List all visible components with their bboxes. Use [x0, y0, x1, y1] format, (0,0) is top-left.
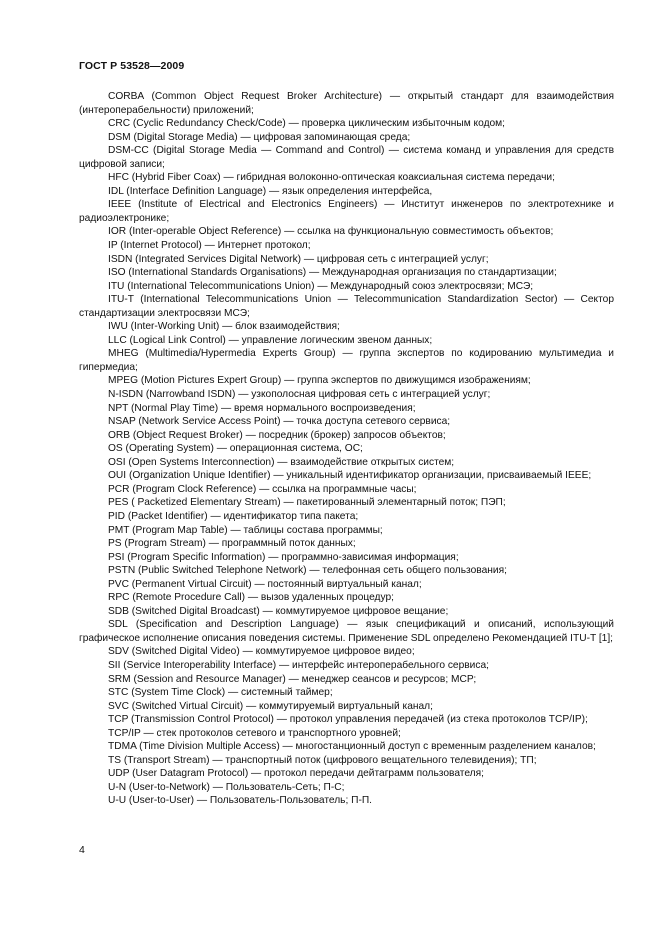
abbreviation-entry: IP (Internet Protocol) — Интернет протокол;: [108, 240, 311, 252]
abbreviation-entry: NPT (Normal Play Time) — время нормального воспроизведения;: [108, 402, 416, 414]
abbreviation-entry: LLC (Logical Link Control) — управление логическим звеном данных;: [108, 334, 433, 346]
abbreviation-entry: PID (Packet Identifier) — идентификатор типа пакета;: [108, 510, 359, 522]
abbreviation-entry: SDV (Switched Digital Video) — коммутируемое цифровое видео;: [108, 646, 415, 658]
abbreviation-entry: TS (Transport Stream) — транспортный поток (цифрового вещательного телевидения); ТП;: [108, 754, 537, 766]
abbreviation-entry: TCP (Transmission Control Protocol) — протокол управления передачей (из стека протоколов TCP/IP);: [108, 714, 588, 726]
abbreviation-entry: ISDN (Integrated Services Digital Network) — цифровая сеть с интеграцией услуг;: [108, 253, 489, 265]
abbreviation-entry: PVC (Permanent Virtual Circuit) — постоянный виртуальный канал;: [108, 578, 422, 590]
abbreviation-entry: PES ( Packetized Elementary Stream) — пакетированный элементарный поток; ПЭП;: [108, 497, 506, 509]
abbreviation-entry: ORB (Object Request Broker) — посредник (брокер) запросов объектов;: [108, 429, 446, 441]
abbreviation-entry: RPC (Remote Procedure Call) — вызов удаленных процедур;: [108, 592, 394, 604]
abbreviation-entry: PSTN (Public Switched Telephone Network) — телефонная сеть общего пользования;: [108, 565, 507, 577]
abbreviation-entry: UDP (User Datagram Protocol) — протокол передачи дейтаграмм пользователя;: [108, 768, 484, 780]
abbreviation-entry: ITU (International Telecommunications Union) — Международный союз электросвязи; МСЭ;: [108, 280, 534, 292]
abbreviation-entry: TDMA (Time Division Multiple Access) — многостанционный доступ с временным разделением каналов;: [108, 741, 596, 753]
abbreviation-entry: MHEG (Multimedia/Hypermedia Experts Group) — группа экспертов по кодированию мультимедиа и гипермедиа;: [79, 348, 614, 373]
abbreviation-entry: OS (Operating System) — операционная система, ОС;: [108, 443, 363, 455]
abbreviation-entry: PMT (Program Map Table) — таблицы состава программы;: [108, 524, 383, 536]
abbreviation-entry: SVC (Switched Virtual Circuit) — коммутируемый виртуальный канал;: [108, 700, 433, 712]
abbreviation-entry: CORBA (Common Object Request Broker Architecture) — открытый стандарт для взаимодействия (интероперабельности) приложений;: [79, 91, 614, 116]
abbreviation-entry: U-U (User-to-User) — Пользователь-Пользователь; П-П.: [108, 795, 373, 807]
abbreviation-entry: DSM (Digital Storage Media) — цифровая запоминающая среда;: [108, 131, 411, 143]
abbreviation-entry: ITU-T (International Telecommunications Union — Telecommunication Standardization Sector) — Сектор стандартизации электросвязи МСЭ;: [79, 294, 614, 319]
abbreviation-entry: IDL (Interface Definition Language) — язык определения интерфейса,: [108, 185, 433, 197]
abbreviation-entry: SDL (Specification and Description Language) — язык спецификаций и описаний, использующий графическое исполнение описания поведения системы. Применение SDL определено Рекомендацией ITU-T [1];: [79, 619, 614, 644]
abbreviation-entry: HFC (Hybrid Fiber Coax) — гибридная волоконно-оптическая коаксиальная система передачи;: [108, 172, 555, 184]
abbreviation-entry: ISO (International Standards Organisations) — Международная организация по стандартизации;: [108, 267, 557, 279]
abbreviation-entry: CRC (Cyclic Redundancy Check/Code) — проверка циклическим избыточным кодом;: [108, 118, 506, 130]
abbreviation-entry: U-N (User-to-Network) — Пользователь-Сеть; П-С;: [108, 781, 345, 793]
abbreviation-entry: SDB (Switched Digital Broadcast) — коммутируемое цифровое вещание;: [108, 605, 449, 617]
abbreviation-entry: SII (Service Interoperability Interface) — интерфейс интероперабельного сервиса;: [108, 659, 489, 671]
abbreviation-entry: IOR (Inter-operable Object Reference) — ссылка на функциональную совместимость объектов;: [108, 226, 554, 238]
abbreviations-list: [79, 90, 614, 808]
abbreviation-entry: PS (Program Stream) — программный поток данных;: [108, 538, 356, 550]
abbreviation-entry: OSI (Open Systems Interconnection) — взаимодействие открытых систем;: [108, 456, 455, 468]
abbreviation-entry: SRM (Session and Resource Manager) — менеджер сеансов и ресурсов; МСР;: [108, 673, 477, 685]
abbreviation-entry: PCR (Program Clock Reference) — ссылка на программные часы;: [108, 483, 417, 495]
abbreviation-entry: DSM-CC (Digital Storage Media — Command and Control) — система команд и управления для средств цифровой записи;: [79, 145, 614, 170]
abbreviation-entry: NSAP (Network Service Access Point) — точка доступа сетевого сервиса;: [108, 416, 451, 428]
abbreviation-entry: STC (System Time Clock) — системный таймер;: [108, 687, 333, 699]
abbreviation-entry: N-ISDN (Narrowband ISDN) — узкополосная цифровая сеть с интеграцией услуг;: [108, 389, 491, 401]
abbreviation-entry: MPEG (Motion Pictures Expert Group) — группа экспертов по движущимся изображениям;: [108, 375, 531, 387]
abbreviation-entry: PSI (Program Specific Information) — программно-зависимая информация;: [108, 551, 459, 563]
document-header: ГОСТ Р 53528—2009: [79, 60, 185, 72]
abbreviation-entry: OUI (Organization Unique Identifier) — уникальный идентификатор организации, присваиваемый IEEE;: [108, 470, 592, 482]
abbreviation-entry: IWU (Inter-Working Unit) — блок взаимодействия;: [108, 321, 340, 333]
page-number: 4: [79, 844, 85, 856]
abbreviation-entry: IEEE (Institute of Electrical and Electronics Engineers) — Институт инженеров по электротехнике и радиоэлектронике;: [79, 199, 614, 224]
abbreviation-entry: TCP/IP — стек протоколов сетевого и транспортного уровней;: [108, 727, 401, 739]
